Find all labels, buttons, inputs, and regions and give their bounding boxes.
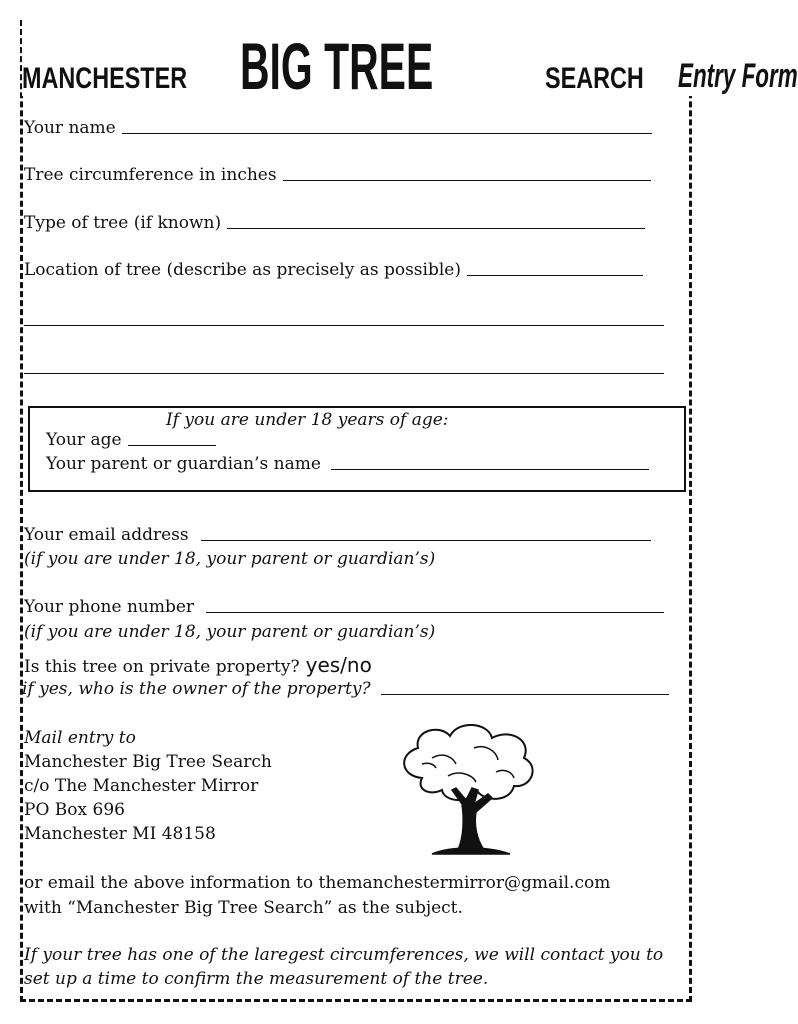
mail-address-line-1: Manchester Big Tree Search: [24, 752, 272, 772]
mail-address-line-4: Manchester MI 48158: [24, 824, 216, 844]
minor-heading: If you are under 18 years of age:: [166, 410, 449, 430]
yes-no-choice[interactable]: yes/no: [305, 653, 372, 677]
location-extra-line-1[interactable]: [24, 325, 664, 326]
email-input-line[interactable]: [201, 539, 651, 541]
footer-line-1: If your tree has one of the laregest circumferences, we will contact you to: [24, 945, 664, 965]
phone-note: (if you are under 18, your parent or guardian’s): [24, 622, 436, 642]
email-alt-line-2: with “Manchester Big Tree Search” as the subject.: [24, 898, 463, 918]
private-property-row: [24, 653, 372, 677]
age-input-line[interactable]: [128, 444, 216, 446]
minor-info-box: [28, 406, 686, 492]
guardian-input-line[interactable]: [331, 468, 649, 470]
email-row: [24, 525, 651, 545]
tree-icon: [392, 718, 542, 858]
email-note: (if you are under 18, your parent or guardian’s): [24, 549, 436, 569]
form-title: [22, 18, 798, 103]
private-property-label: Is this tree on private property?: [24, 657, 300, 677]
email-alt-line-1: or email the above information to themanchestermirror@gmail.com: [24, 873, 611, 893]
mail-heading: Mail entry to: [24, 728, 136, 748]
name-label: Your name: [24, 118, 116, 138]
email-label: Your email address: [24, 525, 189, 545]
owner-label: if yes, who is the owner of the property?: [22, 679, 371, 699]
name-input-line[interactable]: [122, 132, 652, 134]
location-input-line[interactable]: [467, 274, 643, 276]
guardian-row: [46, 454, 649, 474]
guardian-label: Your parent or guardian’s name: [46, 454, 321, 474]
title-word-entry-form: Entry Form: [678, 57, 798, 95]
age-row: [46, 430, 216, 450]
tree-type-row: [24, 213, 645, 233]
phone-label: Your phone number: [24, 597, 195, 617]
title-word-manchester: MANCHESTER: [22, 62, 188, 95]
circumference-row: [24, 165, 651, 185]
phone-row: [24, 597, 664, 617]
owner-input-line[interactable]: [381, 693, 669, 695]
age-label: Your age: [46, 430, 122, 450]
name-row: [24, 118, 652, 138]
footer-line-2: set up a time to confirm the measurement of the tree.: [24, 969, 489, 989]
circumference-input-line[interactable]: [283, 179, 651, 181]
circumference-label: Tree circumference in inches: [24, 165, 277, 185]
mail-address-line-2: c/o The Manchester Mirror: [24, 776, 259, 796]
location-row: [24, 260, 643, 280]
owner-row: [22, 679, 669, 699]
tree-type-label: Type of tree (if known): [24, 213, 222, 233]
location-label: Location of tree (describe as precisely as possible): [24, 260, 461, 280]
mail-address-line-3: PO Box 696: [24, 800, 125, 820]
location-extra-line-2[interactable]: [24, 373, 664, 374]
title-word-big-tree: BIG TREE: [239, 28, 433, 103]
title-word-search: SEARCH: [545, 62, 645, 95]
phone-input-line[interactable]: [206, 611, 664, 613]
tree-type-input-line[interactable]: [227, 227, 645, 229]
